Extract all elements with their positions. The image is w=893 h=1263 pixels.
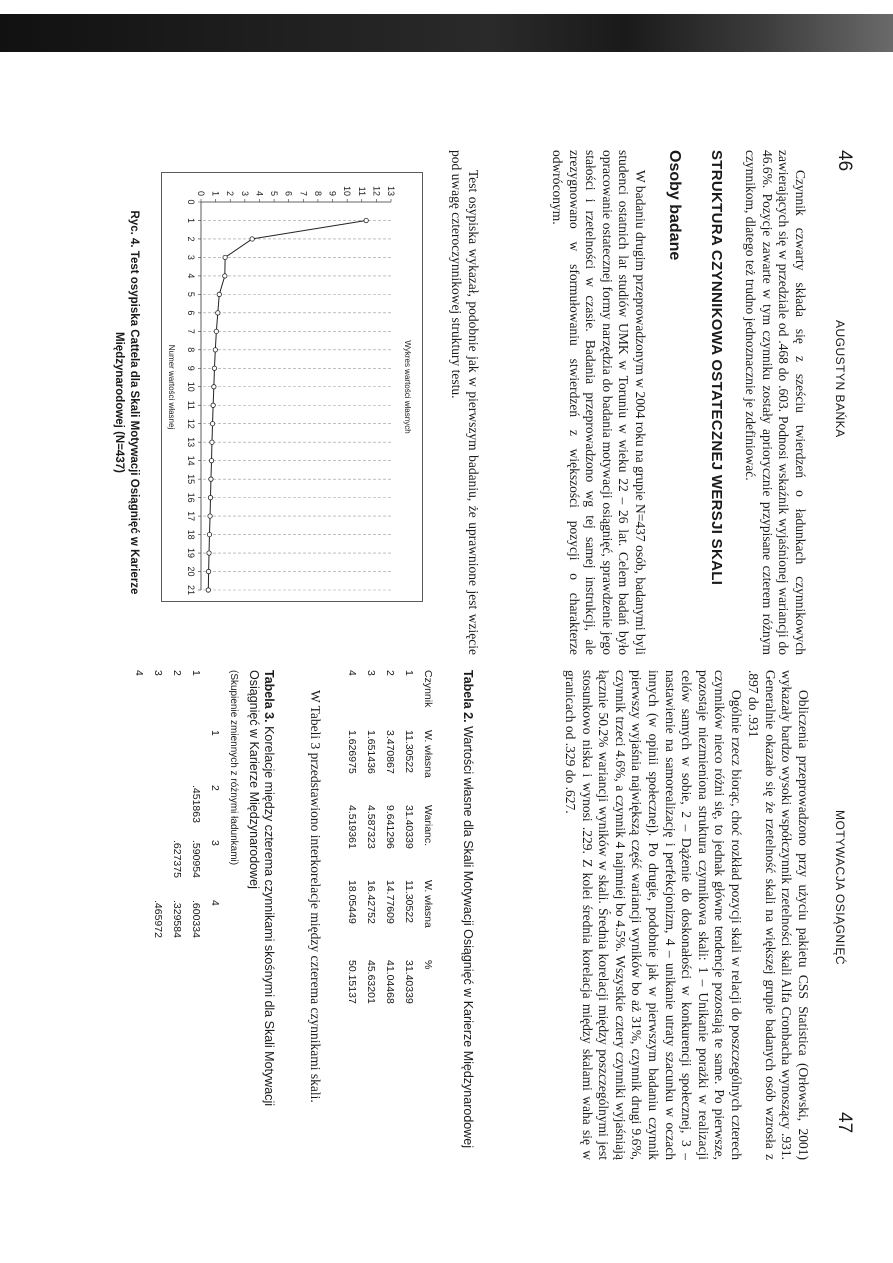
table-cell [168, 730, 187, 785]
table-cell: .465972 [152, 900, 165, 938]
running-head: MOTYWACJA OSIĄGNIĘĆ [833, 810, 847, 966]
table-cell [130, 900, 149, 960]
scree-plot [161, 172, 423, 602]
table-cell: 16.42752 [365, 880, 378, 924]
y-tick-label: 8 [312, 190, 323, 196]
table-cell: 41.04468 [384, 960, 397, 1004]
eigenvalues-table [343, 670, 438, 1030]
column-header [206, 670, 225, 730]
x-tick-label: 1 [186, 217, 196, 223]
x-axis-label: Numer wartości własnej [167, 344, 176, 430]
figure-caption-line: Ryc. 4. Test osypiska Cattela dla Skali Motywacji Osiągnięć w Karierze [128, 210, 140, 595]
y-tick-label: 10 [342, 185, 353, 196]
data-point [223, 274, 227, 278]
y-tick-label: 4 [254, 190, 265, 196]
x-tick-label: 9 [186, 365, 196, 371]
table-cell [149, 785, 168, 840]
column-header: 4 [209, 900, 222, 906]
figure-caption [111, 150, 141, 655]
y-tick-label: 5 [269, 190, 280, 196]
paragraph: W badaniu drugim przeprowadzonym w 2004 roku na grupie N=437 osób, badanymi byli studenci ostatnich lat studiów UMK w Toruniu w wieku 22 – 26 lat. Celem badań było opracowanie ostatecznej formy narzędzia do badania motywacji osiągnięć, sprawdzenie jego stałości i rzetelności w czasie. Badania przeprowadzono wg tej samej instrukcji, ale zrezygnowano w sformułowaniu stwierdzeń z większości pozycji o charakterze odwróconym. [550, 150, 648, 655]
y-tick-label: 6 [283, 190, 294, 196]
column-header: W. własna [422, 880, 435, 928]
data-point [212, 366, 216, 370]
table-row [130, 670, 149, 960]
table-cell: .329584 [171, 900, 184, 938]
table-row [362, 670, 381, 1030]
y-tick-label: 3 [239, 190, 250, 196]
data-point [209, 458, 213, 462]
x-tick-label: 15 [186, 474, 196, 485]
table-cell: 11.30522 [403, 880, 416, 924]
x-tick-label: 7 [186, 328, 196, 334]
column-header: W. własna [422, 730, 435, 778]
column-header: Czynnik [422, 670, 435, 708]
data-point [211, 403, 215, 407]
table-cell: 18.05449 [346, 880, 359, 924]
x-tick-label: 20 [186, 566, 196, 577]
table-cell: 45.63201 [365, 960, 378, 1004]
scree-plot-svg [161, 172, 423, 602]
data-point [210, 440, 214, 444]
x-tick-label: 21 [186, 584, 196, 596]
data-point [364, 218, 368, 222]
y-tick-label: 1 [210, 190, 221, 196]
table-caption [246, 670, 276, 1160]
table-row [381, 670, 400, 1030]
table-cell: .451863 [190, 785, 203, 823]
table-label: Tabela 2. [461, 670, 475, 723]
table-cell [130, 840, 149, 900]
paragraph: Ogólnie rzecz biorąc, choć rozkład pozycji skali w relacji do poszczególnych czterech czynników nieco różni się, to jednak główne tendencje pozostają te same. Po pierwsze, pozostaje niezmieniona struktura czynnikowa skali: 1 – Unikanie porażki w realizacji celów samych w sobie, 2 – Dążenie do doskonałości w konkurencji społecznej, 3 – nastawienie na samorealizację i perfekcjonizm, 4 – unikanie utraty szacunku w oczach innych (w opinii społecznej). Po drugie, podobnie jak w pierwszym badaniu czynnik pierwszy wyjaśnia największą część wariancji wyników bo aż 31%, czynnik drugi 9.6%, czynnik trzeci 4.6%, a czynnik 4 najmniej bo 4.5%. Wszystkie cztery czynniki wyjaśniają łącznie 50.2% wariancji wyników w skali. Średnia korelacji między poszczególnymi jest stosunkowo niska i wynosi .229. Z kolei średnia korelacja między skalami waha się w granicach od .329 do .627. [563, 670, 744, 1160]
x-tick-label: 2 [186, 236, 196, 242]
section-heading: STRUKTURA CZYNNIKOWA OSTATECZNEJ WERSJI SKALI [708, 150, 725, 586]
left-page [0, 120, 893, 660]
chart-title: Wykres wartości własnych [403, 340, 412, 434]
table-header-row [206, 670, 225, 960]
y-tick-label: 0 [196, 190, 206, 196]
table-row [149, 670, 168, 960]
data-point [214, 329, 218, 333]
paragraph: Czynnik czwarty składa się z sześciu twierdzeń o ładunkach czynnikowych zawierających się w przedziale od .468 do .603. Podnosi wskaźnik wyjaśnionej wariancji do 46.6%. Pozycje zawarte w tym czynniku zostały apriorycznie przypisane czterem różnym czynnikom, dlatego też trudno jednoznacznie je zdefiniować. [743, 150, 808, 655]
column-header: 1 [209, 730, 222, 736]
table-cell: 4 [133, 670, 146, 676]
table-cell: 3 [365, 670, 378, 676]
x-tick-label: 3 [186, 254, 196, 260]
page-number: 46 [834, 150, 855, 172]
table-header-row [419, 670, 438, 1030]
data-point [250, 237, 254, 241]
table-row [343, 670, 362, 1030]
subheading: Osoby badane [666, 150, 683, 261]
x-tick-label: 18 [186, 529, 196, 540]
x-tick-label: 13 [186, 437, 196, 448]
x-tick-label: 12 [186, 418, 196, 429]
y-tick-label: 11 [356, 186, 367, 196]
table-cell: 4 [346, 670, 359, 676]
y-tick-label: 2 [225, 190, 236, 196]
figure-caption-line: Międzynarodowej (N=437) [113, 332, 125, 473]
x-tick-label: 17 [186, 511, 196, 522]
x-tick-label: 14 [186, 455, 196, 466]
table-cell: 3 [152, 670, 165, 676]
x-tick-label: 4 [186, 273, 196, 279]
y-tick-label: 9 [327, 190, 338, 196]
table-cell [149, 730, 168, 785]
x-tick-label: 5 [186, 291, 196, 297]
right-page [0, 660, 893, 1160]
table-cell: 31.40339 [403, 805, 416, 849]
table-cell: 1.626975 [346, 730, 359, 774]
data-point [207, 532, 211, 536]
table-cell: 9.641296 [384, 805, 397, 849]
x-tick-label: 16 [186, 492, 196, 503]
table-row [168, 670, 187, 960]
table-cell: 1.651436 [365, 730, 378, 774]
table-cell: 11.30522 [403, 730, 416, 774]
table-cell [130, 730, 149, 785]
y-tick-label: 13 [386, 185, 396, 196]
data-point [209, 477, 213, 481]
column-header: Warianc. [422, 805, 435, 847]
x-tick-label: 6 [186, 310, 196, 316]
table-cell: 2 [171, 670, 184, 676]
table-cell: 4.519361 [346, 805, 359, 849]
table-cell: .590954 [190, 840, 203, 878]
data-point [208, 514, 212, 518]
table-cell [130, 785, 149, 840]
data-point [210, 422, 214, 426]
table-cell: .600334 [190, 900, 203, 938]
data-point [206, 569, 210, 573]
data-point [207, 551, 211, 555]
correlation-table [130, 670, 225, 960]
x-tick-label: 0 [186, 199, 196, 205]
paragraph: W Tabeli 3 przedstawiono interkorelacje między czterema czynnikami skali. [308, 690, 323, 1103]
table-caption [460, 670, 475, 1160]
paragraph: Obliczenia przeprowadzono przy użyciu pakietu CSS Statistica (Orłowski, 2001) wykazały bardzo wysoki współczynnik rzetelności skali Alfa Cronbacha wynoszący .931. Generalnie okazało się że rzetelność skali na większej grupie badanych osób wzrosła z .897 do .931 [746, 670, 811, 1160]
table-row [400, 670, 419, 1030]
data-point [223, 255, 227, 259]
table-cell [187, 730, 206, 785]
table-caption-text: Korelacje między czterema czynnikami skośnymi dla Skali Motywacji Osiągnięć w Karierze Międzynarodowej [247, 670, 276, 1107]
table-caption-text: Wartości własne dla Skali Motywacji Osiągnięć w Karierze Międzynarodowej [461, 726, 475, 1148]
paragraph: Test osypiska wykazał, podobnie jak w pierwszym badaniu, że uprawnione jest wzięcie pod uwagę czteroczynnikowej struktury testu. [449, 150, 481, 655]
data-point [213, 348, 217, 352]
data-point [216, 311, 220, 315]
table-cell: 1 [190, 670, 203, 676]
y-tick-label: 7 [298, 190, 309, 196]
x-tick-label: 11 [186, 400, 196, 410]
data-point [212, 385, 216, 389]
table-cell: 3.470867 [384, 730, 397, 774]
table-cell: 14.77609 [384, 880, 397, 924]
x-tick-label: 19 [186, 548, 196, 559]
table-row [187, 670, 206, 960]
x-tick-label: 10 [186, 381, 196, 392]
column-header: 2 [209, 785, 222, 791]
table-note: (Skupienie zmiennych z różnymi ładunkami) [228, 670, 239, 866]
table-cell [168, 785, 187, 840]
table-cell: 4.587323 [365, 805, 378, 849]
page-number: 47 [834, 1112, 855, 1134]
data-point [217, 292, 221, 296]
table-cell: 31.40339 [403, 960, 416, 1004]
table-label: Tabela 3. [262, 670, 276, 723]
x-tick-label: 8 [186, 347, 196, 353]
table-cell: 2 [384, 670, 397, 676]
table-cell: 1 [403, 670, 416, 676]
running-head: AUGUSTYN BAŃKA [833, 320, 847, 438]
column-header: % [422, 960, 435, 970]
data-point [208, 495, 212, 499]
table-cell [149, 840, 168, 900]
y-tick-label: 12 [371, 185, 382, 196]
column-header: 3 [209, 840, 222, 846]
data-point [206, 588, 210, 592]
table-cell: 50.15137 [346, 960, 359, 1004]
table-cell: .627375 [171, 840, 184, 878]
